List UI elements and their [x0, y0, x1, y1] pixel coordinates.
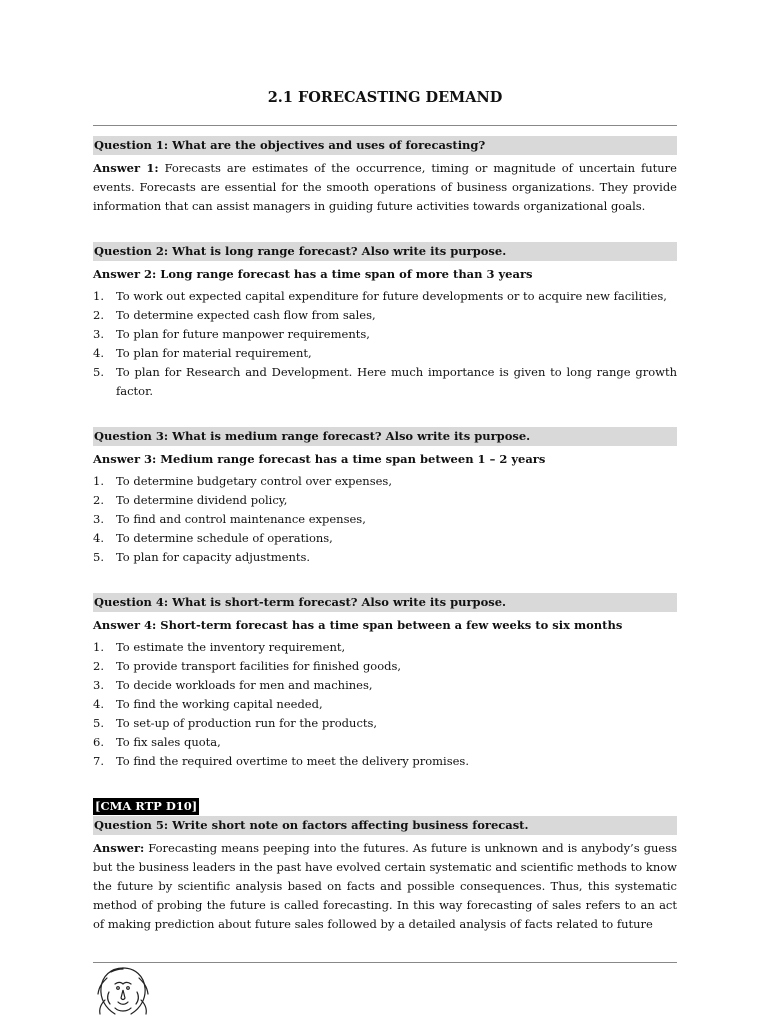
answer-1	[93, 159, 677, 216]
list-item	[93, 638, 677, 657]
list-item-number: 3.	[93, 678, 104, 692]
list-item-text: To determine budgetary control over expenses,	[116, 474, 392, 488]
list-item	[93, 306, 677, 325]
list-item-number: 4.	[93, 697, 104, 711]
question-4-heading: Question 4: What is short-term forecast? Also write its purpose.	[93, 593, 677, 612]
list-item	[93, 676, 677, 695]
list-item-number: 4.	[93, 531, 104, 545]
list-item-text: To find the required overtime to meet the delivery promises.	[116, 754, 469, 768]
answer-2: Answer 2: Long range forecast has a time span of more than 3 years	[93, 267, 533, 281]
list-item-text: To estimate the inventory requirement,	[116, 640, 346, 654]
question-3-heading: Question 3: What is medium range forecast? Also write its purpose.	[93, 427, 677, 446]
answer-1-label: Answer 1:	[93, 161, 159, 175]
list-item-text: To plan for Research and Development. Here much importance is given to long range growth factor.	[116, 365, 677, 398]
list-item-text: To plan for capacity adjustments.	[116, 550, 311, 564]
list-item	[93, 548, 677, 567]
list-item-number: 5.	[93, 716, 104, 730]
list-item-number: 2.	[93, 308, 104, 322]
question-1-heading: Question 1: What are the objectives and uses of forecasting?	[93, 136, 677, 155]
question-2-heading: Question 2: What is long range forecast? Also write its purpose.	[93, 242, 677, 261]
list-item	[93, 714, 677, 733]
list-item	[93, 752, 677, 771]
page-title: 2.1 FORECASTING DEMAND	[267, 89, 503, 106]
list-item-text: To find the working capital needed,	[116, 697, 323, 711]
list-item-text: To fix sales quota,	[116, 735, 221, 749]
list-item-text: To determine expected cash flow from sales,	[116, 308, 376, 322]
question-3-section	[93, 427, 677, 567]
list-item-text: To set-up of production run for the products,	[116, 716, 378, 730]
question-1-section	[93, 136, 677, 216]
answer-5-text: Forecasting means peeping into the futures. As future is unknown and is anybody’s guess but the business leaders in the past have evolved certain systematic and scientific methods to know the future by scientific analysis based on facts and possible consequences. Thus, this systematic method of probing the future is called forecasting. In this way forecasting of sales refers to an act of making prediction about future sales followed by a detailed analysis of facts related to future	[93, 841, 677, 931]
list-item	[93, 733, 677, 752]
answer-1-text: Forecasts are estimates of the occurrence, timing or magnitude of uncertain future events. Forecasts are essential for the smooth operations of business organizations. They provide information that can assist managers in guiding future activities towards organizational goals.	[93, 161, 677, 213]
list-item	[93, 657, 677, 676]
list-item-text: To provide transport facilities for finished goods,	[116, 659, 402, 673]
list-item-text: To determine dividend policy,	[116, 493, 288, 507]
list-item-number: 6.	[93, 735, 104, 749]
footer-divider	[93, 962, 677, 963]
list-item-number: 1.	[93, 474, 104, 488]
answer-5	[93, 839, 677, 934]
list-item-number: 1.	[93, 289, 104, 303]
list-item	[93, 695, 677, 714]
list-item	[93, 325, 677, 344]
list-item-text: To determine schedule of operations,	[116, 531, 333, 545]
list-item	[93, 363, 677, 401]
list-item-number: 2.	[93, 493, 104, 507]
answer-4: Answer 4: Short-term forecast has a time span between a few weeks to six months	[93, 618, 623, 632]
list-item-number: 3.	[93, 512, 104, 526]
list-item	[93, 472, 677, 491]
list-item	[93, 491, 677, 510]
header-divider	[93, 125, 677, 126]
answer-5-label: Answer:	[93, 841, 145, 855]
question-2-section	[93, 242, 677, 401]
list-item-number: 3.	[93, 327, 104, 341]
list-item-number: 1.	[93, 640, 104, 654]
list-item-text: To plan for material requirement,	[116, 346, 312, 360]
question-4-section	[93, 593, 677, 771]
list-item-text: To find and control maintenance expenses,	[116, 512, 366, 526]
question-5-section	[93, 795, 677, 934]
list-item-number: 2.	[93, 659, 104, 673]
lion-logo-icon	[93, 964, 153, 1018]
list-item	[93, 510, 677, 529]
list-item	[93, 529, 677, 548]
answer-2-list	[93, 287, 677, 401]
list-item	[93, 344, 677, 363]
list-item-number: 5.	[93, 365, 104, 379]
list-item-number: 5.	[93, 550, 104, 564]
list-item-text: To decide workloads for men and machines,	[116, 678, 373, 692]
source-tag: [CMA RTP D10]	[95, 799, 198, 813]
answer-3: Answer 3: Medium range forecast has a time span between 1 – 2 years	[93, 452, 546, 466]
answer-3-list	[93, 472, 677, 567]
list-item-text: To plan for future manpower requirements,	[116, 327, 370, 341]
list-item-number: 4.	[93, 346, 104, 360]
answer-4-list	[93, 638, 677, 771]
question-5-heading: Question 5: Write short note on factors affecting business forecast.	[93, 816, 677, 835]
list-item-text: To work out expected capital expenditure for future developments or to acquire new facilities,	[116, 289, 667, 303]
list-item-number: 7.	[93, 754, 104, 768]
list-item	[93, 287, 677, 306]
